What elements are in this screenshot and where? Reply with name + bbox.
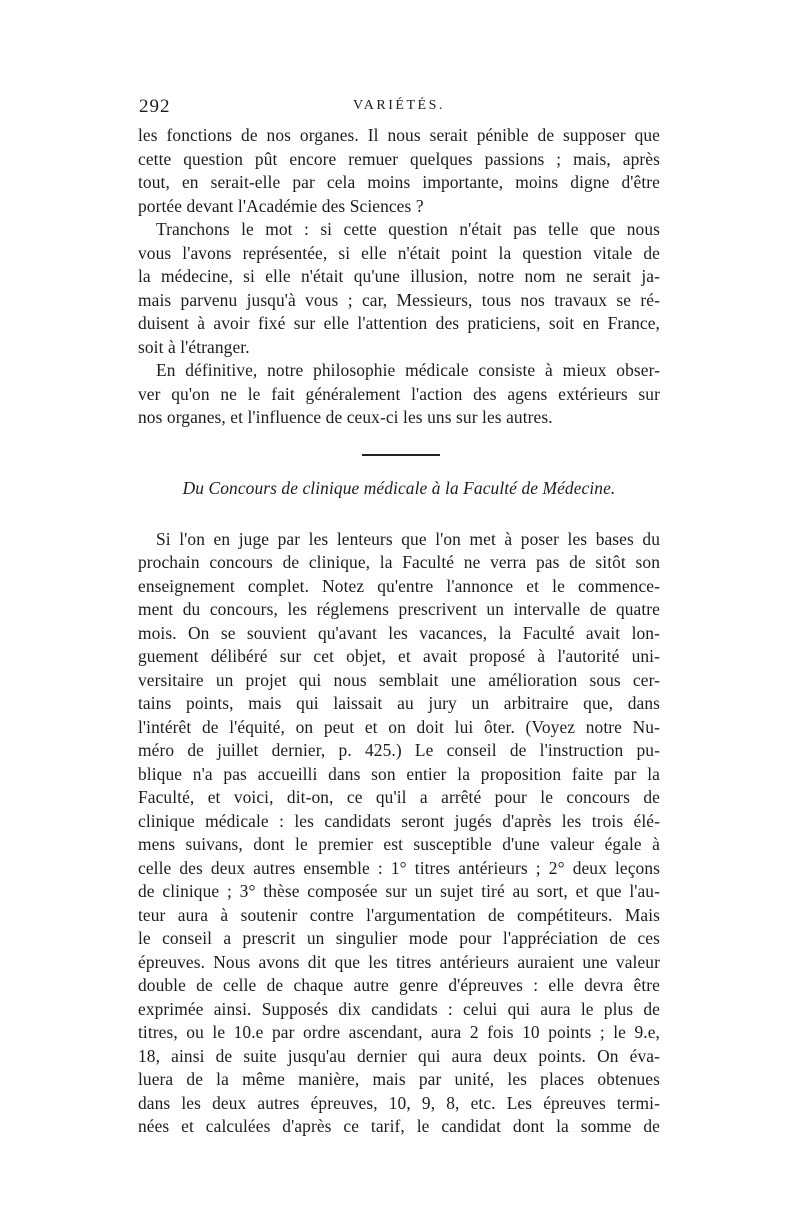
- continuation-paragraph: [138, 124, 660, 218]
- text-line: épreuves. Nous avons dit que les titres antérieurs auraient une valeur: [138, 951, 660, 972]
- text-line: mens suivans, dont le premier est susceptible d'une valeur égale à: [138, 834, 660, 854]
- text-line: la médecine, si elle n'était qu'une illusion, notre nom ne serait ja-: [138, 266, 660, 286]
- text-line: luera de la même manière, mais par unité, les places obtenues: [138, 1069, 660, 1089]
- page-number: 292: [139, 96, 171, 117]
- text-line: portée devant l'Académie des Sciences ?: [138, 195, 424, 216]
- text-line: titres, ou le 10.e par ordre ascendant, aura 2 fois 10 points ; le 9.e,: [138, 1022, 660, 1042]
- text-line: tout, en serait-elle par cela moins importante, moins digne d'être: [138, 172, 660, 192]
- paragraph-tranchons: [138, 218, 660, 359]
- text-line: l'intérêt de l'équité, on peut et on doit lui ôter. (Voyez notre Nu-: [138, 716, 660, 737]
- text-line: le conseil a prescrit un singulier mode pour l'appréciation de ces: [138, 928, 660, 948]
- article-body: [138, 528, 660, 1139]
- section-divider: [138, 430, 660, 476]
- text-line: prochain concours de clinique, la Faculté ne verra pas de sitôt son: [138, 552, 660, 572]
- text-line: méro de juillet dernier, p. 425.) Le conseil de l'instruction pu-: [138, 740, 660, 760]
- divider-rule: [362, 454, 440, 456]
- text-line: nées et calculées d'après ce tarif, le candidat dont la somme de: [138, 1116, 660, 1136]
- text-line: Tranchons le mot : si cette question n'était pas telle que nous: [156, 219, 660, 239]
- text-line: ment du concours, les réglemens prescrivent un intervalle de quatre: [138, 599, 660, 619]
- text-line: teur aura à soutenir contre l'argumentation de compétiteurs. Mais: [138, 904, 660, 925]
- text-line: les fonctions de nos organes. Il nous serait pénible de supposer que: [138, 125, 660, 145]
- text-line: 18, ainsi de suite jusqu'au dernier qui aura deux points. On éva-: [138, 1045, 660, 1066]
- section-title: Du Concours de clinique médicale à la Faculté de Médecine.: [182, 477, 616, 498]
- text-line: clinique médicale : les candidats seront jugés d'après les trois élé-: [138, 810, 660, 831]
- text-line: tains points, mais qui laissait au jury un arbitraire que, dans: [138, 693, 660, 713]
- text-line: enseignement complet. Notez qu'entre l'annonce et le commence-: [138, 575, 660, 596]
- text-line: mois. On se souvient qu'avant les vacances, la Faculté avait lon-: [138, 622, 660, 643]
- text-line: de clinique ; 3° thèse composée sur un sujet tiré au sort, et que l'au-: [138, 881, 660, 901]
- text-line: blique n'a pas accueilli dans son entier la proposition faite par la: [138, 763, 660, 784]
- text-line: guement délibéré sur cet objet, et avait proposé à l'autorité uni-: [138, 646, 660, 666]
- text-line: nos organes, et l'influence de ceux-ci les uns sur les autres.: [138, 407, 553, 427]
- text-line: exprimée ainsi. Supposés dix candidats : celui qui aura le plus de: [138, 998, 660, 1019]
- text-line: En définitive, notre philosophie médicale consiste à mieux obser-: [156, 360, 660, 380]
- text-line: Faculté, et voici, dit-on, ce qu'il a arrêté pour le concours de: [138, 787, 660, 807]
- text-line: duisent à avoir fixé sur elle l'attention des praticiens, soit en France,: [138, 313, 660, 333]
- text-line: cette question pût encore remuer quelques passions ; mais, après: [138, 148, 660, 169]
- text-line: versitaire un projet qui nous semblait une amélioration sous cer-: [138, 669, 660, 690]
- book-page: [138, 96, 660, 1139]
- text-line: ver qu'on ne le fait généralement l'action des agens extérieurs sur: [138, 383, 660, 404]
- text-line: double de celle de chaque autre genre d'épreuves : elle devra être: [138, 975, 660, 995]
- running-title: VARIÉTÉS.: [353, 98, 445, 113]
- text-line: mais parvenu jusqu'à vous ; car, Messieurs, tous nos travaux se ré-: [138, 289, 660, 310]
- text-line: soit à l'étranger.: [138, 336, 250, 357]
- text-line: Si l'on en juge par les lenteurs que l'on met à poser les bases du: [156, 528, 660, 549]
- running-header: [138, 96, 660, 124]
- paragraph-en-definitive: [138, 359, 660, 430]
- text-line: dans les deux autres épreuves, 10, 9, 8, etc. Les épreuves termi-: [138, 1092, 660, 1113]
- text-line: celle des deux autres ensemble : 1° titres antérieurs ; 2° deux leçons: [138, 857, 660, 878]
- text-line: vous l'avons représentée, si elle n'était point la question vitale de: [138, 242, 660, 263]
